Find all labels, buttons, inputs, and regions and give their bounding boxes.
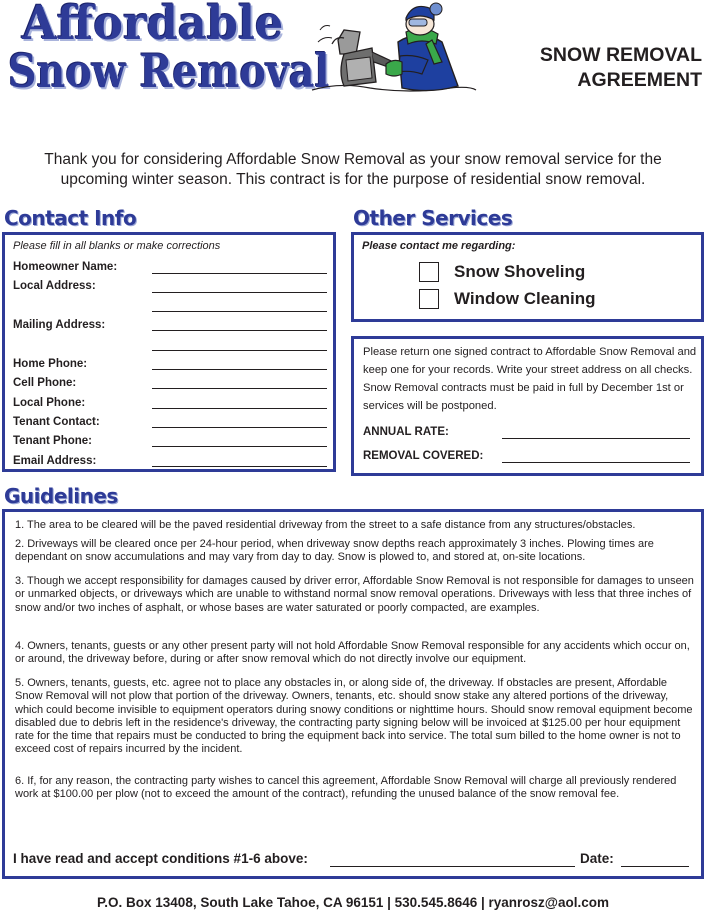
homeowner-name-field[interactable] — [152, 273, 327, 274]
other-services-box — [351, 232, 704, 322]
acceptance-label: I have read and accept conditions #1-6 above: — [13, 851, 308, 866]
email-address-label: Email Address: — [13, 455, 97, 467]
home-phone-label: Home Phone: — [13, 358, 88, 370]
removal-covered-field[interactable] — [502, 462, 690, 463]
snowblower-illustration — [310, 2, 478, 98]
homeowner-label: Homeowner Name: — [13, 261, 118, 273]
intro-text: Thank you for considering Affordable Snow Removal as your snow removal service for the upcoming winter season. This contract is for the purpose of residential snow removal. — [44, 151, 662, 188]
payment-info-box — [351, 336, 704, 476]
window-cleaning-label: Window Cleaning — [454, 289, 596, 308]
logo-line-1: Affordable — [22, 0, 284, 51]
tenant-contact-label: Tenant Contact: — [13, 416, 100, 428]
snow-shoveling-label: Snow Shoveling — [454, 262, 586, 281]
local-address-label: Local Address: — [13, 280, 96, 292]
guideline-3: 3. Though we accept responsibility for damages caused by driver error, Affordable Snow Removal is not responsible for damages to unseen or unmarked objects, or driveways which are unable to withstand normal snow removal operations. Driveways with less that three inches of snow and/or two inches of asphalt, or whose bases are water saturated or poorly compacted, are examples. — [15, 575, 694, 614]
title-line-2: AGREEMENT — [577, 69, 702, 91]
tenant-phone-field[interactable] — [152, 446, 327, 447]
company-logo — [8, 0, 330, 98]
contact-instruction: Please fill in all blanks or make corrections — [13, 240, 221, 252]
removal-covered-label: REMOVAL COVERED: — [363, 450, 484, 462]
guideline-4: 4. Owners, tenants, guests or any other present party will not hold Affordable Snow Removal responsible for any accidents which occur on, or around, the driveway before, during or after snow removal which do not directly involve our equipment. — [15, 640, 690, 666]
contact-info-box — [2, 232, 336, 472]
date-label: Date: — [580, 851, 614, 866]
logo-line-2: Snow Removal — [8, 44, 330, 98]
signature-field[interactable] — [330, 866, 575, 867]
email-address-field[interactable] — [152, 466, 327, 467]
guidelines-heading: Guidelines — [4, 484, 118, 508]
guideline-1: 1. The area to be cleared will be the paved residential driveway from the street to a safe distance from any structures/obstacles. — [15, 519, 636, 531]
local-phone-field[interactable] — [152, 408, 327, 409]
annual-rate-field[interactable] — [502, 438, 690, 439]
guideline-6: 6. If, for any reason, the contracting party wishes to cancel this agreement, Affordable Snow Removal will charge all previously rendered work at $100.00 per plow (not to exceed the amount of the contract), refunding the unused balance of the snow removal fee. — [15, 775, 677, 801]
document-title — [540, 43, 702, 93]
mailing-address-label: Mailing Address: — [13, 319, 106, 331]
payment-instructions: Please return one signed contract to Affordable Snow Removal and keep one for your records. Write your street address on all checks. Snow Removal contracts must be paid in full by December 1st or services will be postponed. — [363, 346, 697, 412]
window-cleaning-checkbox[interactable] — [419, 289, 439, 309]
guideline-2: 2. Driveways will be cleared once per 24-hour period, when driveway snow depths reach approximately 3 inches. Plowing times are dependant on snow accumulations and may vary from day to day. Snow is plowed to, and stored at, on-site locations. — [15, 538, 654, 564]
guideline-5: 5. Owners, tenants, guests, etc. agree not to place any obstacles in, or along side of, the driveway. If obstacles are present, Affordable Snow Removal will not plow that portion of the driveway. Owners, tenants, etc. should snow stake any altered portions of the driveway, which could become invisible to equipment operators during snowy conditions or nighttime hours. Should snow removal equipment become disabled due to debris left in the residence's driveway, the contracting party signing below will be invoiced at $125.00 per hour equipment rate for the time that repairs must be conducted to bring the equipment back into service. The total sum billed to the home owner is not to exceed cost of repairs incurred by the incident. — [15, 677, 693, 756]
snow-shoveling-checkbox[interactable] — [419, 262, 439, 282]
mailing-address-field[interactable] — [152, 330, 327, 331]
local-phone-label: Local Phone: — [13, 397, 86, 409]
local-address-field-2[interactable] — [152, 311, 327, 312]
contact-footer: P.O. Box 13408, South Lake Tahoe, CA 96151 | 530.545.8646 | ryanrosz@aol.com — [97, 895, 609, 910]
guidelines-box — [2, 509, 704, 879]
annual-rate-label: ANNUAL RATE: — [363, 426, 449, 438]
other-services-heading: Other Services — [353, 206, 513, 230]
contact-info-heading: Contact Info — [4, 206, 137, 230]
cell-phone-label: Cell Phone: — [13, 377, 77, 389]
mailing-address-field-2[interactable] — [152, 350, 327, 351]
tenant-contact-field[interactable] — [152, 427, 327, 428]
local-address-field[interactable] — [152, 292, 327, 293]
services-prompt: Please contact me regarding: — [362, 240, 516, 252]
tenant-phone-label: Tenant Phone: — [13, 435, 93, 447]
title-line-1: SNOW REMOVAL — [539, 44, 702, 66]
date-field[interactable] — [621, 866, 689, 867]
cell-phone-field[interactable] — [152, 388, 327, 389]
home-phone-field[interactable] — [152, 369, 327, 370]
